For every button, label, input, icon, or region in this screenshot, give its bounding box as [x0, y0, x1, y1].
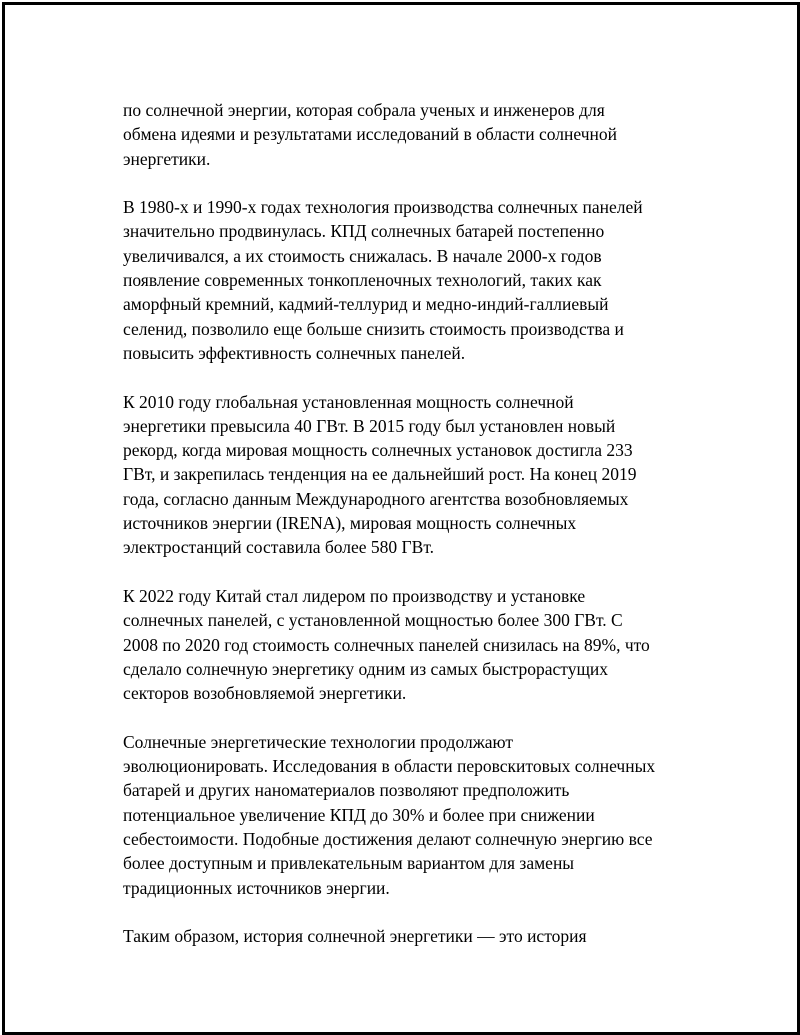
paragraph-1: [123, 98, 693, 171]
text-line: селенид, позволило еще больше снизить стоимость производства и: [123, 318, 624, 339]
text-line: энергетики превысила 40 ГВт. В 2015 году был установлен новый: [123, 415, 616, 436]
text-line: обмена идеями и результатами исследований в области солнечной: [123, 124, 617, 145]
text-line: рекорд, когда мировая мощность солнечных установок достигла 233: [123, 440, 633, 461]
text-line: источников энергии (IRENA), мировая мощность солнечных: [123, 513, 577, 534]
text-line: К 2010 году глобальная установленная мощность солнечной: [123, 391, 574, 412]
text-line: сделало солнечную энергетику одним из самых быстрорастущих: [123, 658, 609, 679]
text-line: ГВт, и закрепилась тенденция на ее дальнейший рост. На конец 2019: [123, 464, 637, 485]
text-line: энергетики.: [123, 148, 211, 169]
text-line: значительно продвинулась. КПД солнечных батарей постепенно: [123, 221, 605, 242]
text-line: секторов возобновляемой энергетики.: [123, 683, 407, 704]
text-line: по солнечной энергии, которая собрала ученых и инженеров для: [123, 100, 605, 120]
paragraph-5: [123, 730, 693, 900]
text-line: повысить эффективность солнечных панелей.: [123, 342, 466, 363]
paragraph-2: [123, 195, 693, 365]
text-line: Солнечные энергетические технологии продолжают: [123, 731, 514, 752]
text-line: эволюционировать. Исследования в области перовскитовых солнечных: [123, 756, 656, 777]
text-line: К 2022 году Китай стал лидером по производству и установке: [123, 585, 586, 606]
text-line: батарей и других наноматериалов позволяют предположить: [123, 780, 570, 801]
text-line: года, согласно данным Международного агентства возобновляемых: [123, 488, 629, 509]
paragraph-4: [123, 584, 693, 705]
document-body: [123, 98, 693, 973]
text-line: потенциальное увеличение КПД до 30% и более при снижении: [123, 804, 595, 825]
text-line: Таким образом, история солнечной энергетики — это история: [123, 926, 587, 947]
text-line: электростанций составила более 580 ГВт.: [123, 537, 435, 558]
text-line: В 1980-х и 1990-х годах технология производства солнечных панелей: [123, 197, 643, 218]
text-line: себестоимости. Подобные достижения делают солнечную энергию все: [123, 828, 653, 849]
text-line: появление современных тонкопленочных технологий, таких как: [123, 270, 602, 291]
text-line: традиционных источников энергии.: [123, 877, 390, 898]
text-line: солнечных панелей, с установленной мощностью более 300 ГВт. С: [123, 610, 623, 631]
document-page: [2, 2, 800, 1035]
text-line: увеличивался, а их стоимость снижалась. В начале 2000-х годов: [123, 245, 602, 266]
paragraph-6: [123, 924, 693, 948]
text-line: 2008 по 2020 год стоимость солнечных панелей снизилась на 89%, что: [123, 634, 650, 655]
paragraph-3: [123, 390, 693, 560]
text-line: более доступным и привлекательным вариантом для замены: [123, 853, 575, 874]
text-line: аморфный кремний, кадмий-теллурид и медно-индий-галлиевый: [123, 294, 609, 315]
